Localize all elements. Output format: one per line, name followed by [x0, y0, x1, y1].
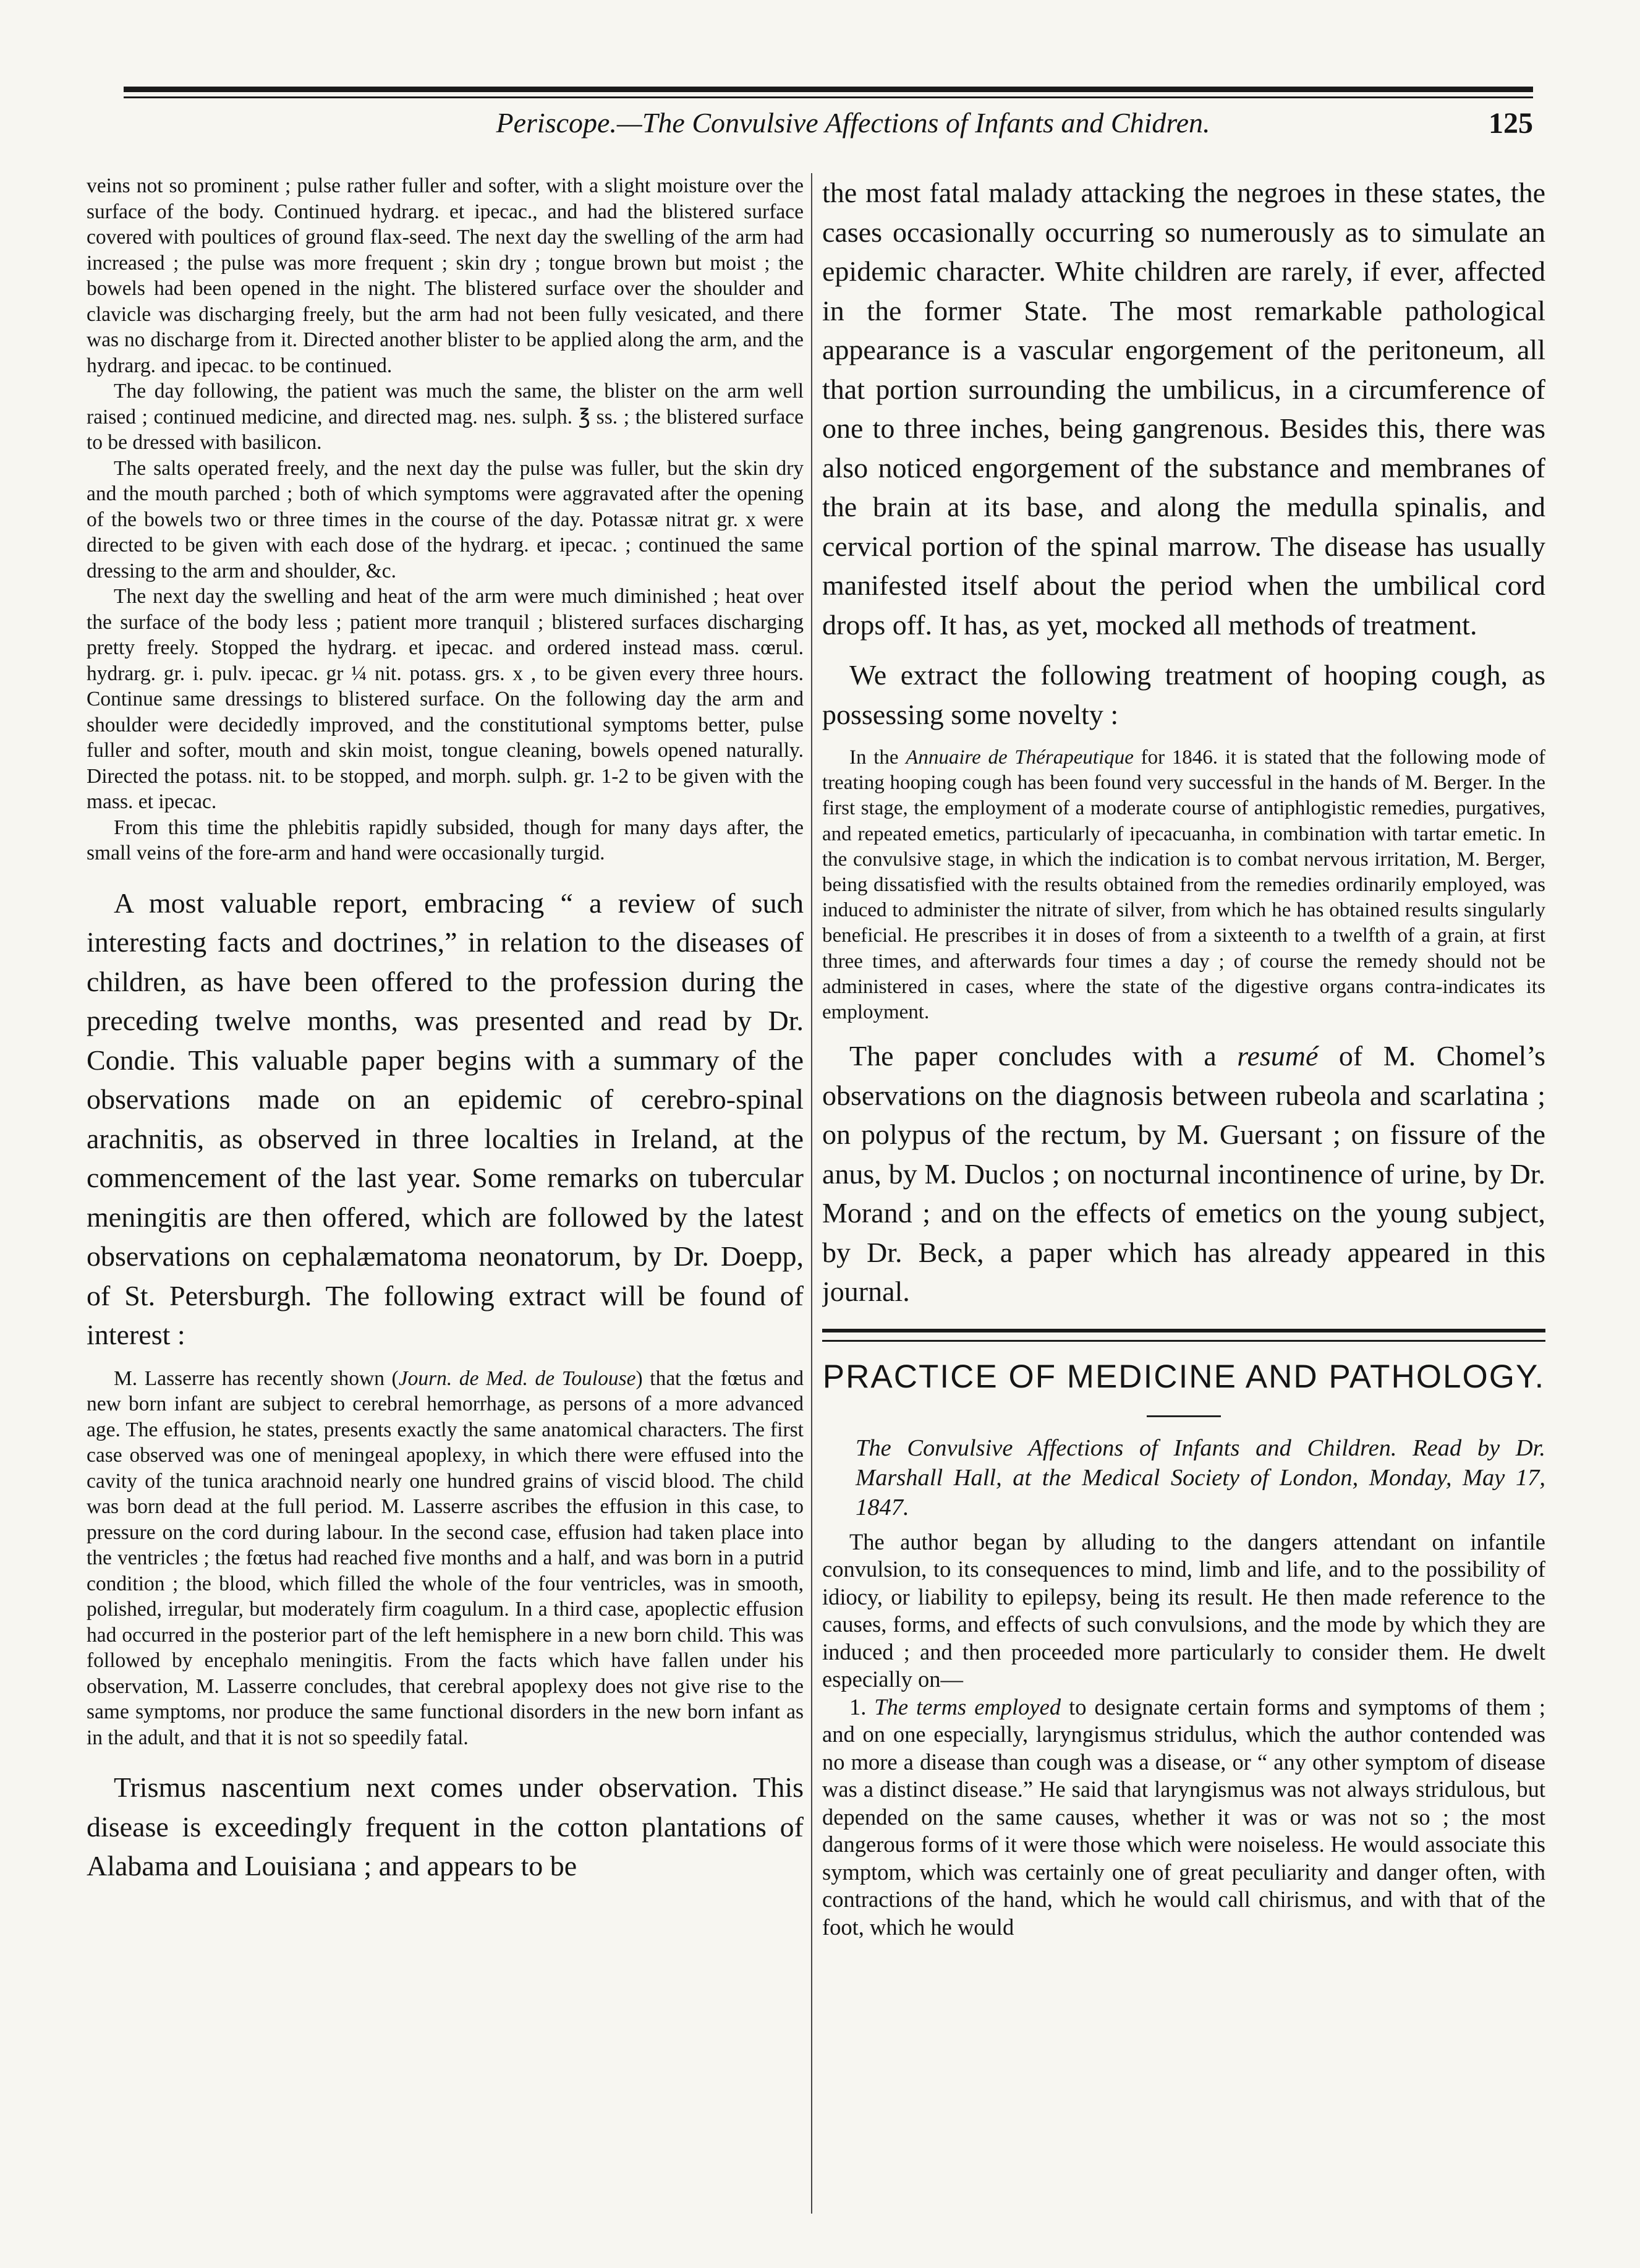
terms-number: 1. — [849, 1694, 875, 1720]
running-head — [124, 106, 1533, 150]
header-rule — [124, 87, 1533, 92]
lasserre-extract — [87, 1366, 804, 1751]
continuation-paragraph: the most fatal malady attacking the negroes in these states, the cases occasionally occurring so numerously as to simulate an epidemic character. White children are rarely, if ever, affected in the former State. The most remarkable pathological appearance is a vascular engorgement of the peritoneum, all that portion surrounding the umbilicus, in a circumference of one to three inches, being gangrenous. Besides this, there was also noticed engorgement of the substance and membranes of the brain at its base, and along the medulla spinalis, and cervical portion of the spinal marrow. The disease has usually manifested itself about the period when the umbilical cord drops off. It has, as yet, mocked all methods of treatment. — [822, 177, 1545, 641]
article-title: The Convulsive Affections of Infants and Children. Read by Dr. Marshall Hall, at the Medical Society of London, Monday, May 17, 1847. — [856, 1435, 1545, 1520]
chomel-text-rest: of M. Chomel’s observations on the diagnosis between rubeola and scarlatina ; on polypus of the rectum, by M. Guersant ; on fissure of the anus, by M. Duclos ; on nocturnal incontinence of urine, by Dr. Morand ; and on the effects of emetics on the young subject, by Dr. Beck, a paper which has already appeared in this journal. — [822, 1040, 1545, 1308]
left-column — [87, 173, 804, 2225]
lasserre-text-rest: ) that the fœtus and new born infant are subject to cerebral hemorrhage, as persons of a more advanced age. The effusion, he states, presents exactly the same anatomical characters. The first case observed was one of meningeal apoplexy, in which there were effused into the cavity of the tunica arachnoid nearly one hundred grains of viscid blood. The child was born dead at the full period. M. Lasserre ascribes the effusion in this case, to pressure on the cord during labour. In the second case, effusion had taken place into the ventricles ; the fœtus had reached five months and a half, and was born in a putrid condition ; the blood, which filled the whole of the four ventricles, was in smooth, polished, irregular, but moderately firm coagulum. In a third case, apoplectic effusion had occurred in the posterior part of the left hemisphere in a new born child. This was followed by encephalo meningitis. From the facts which have fallen under his observation, M. Lasserre concludes, that cerebral apoplexy does not give rise to the same symptoms, nor produce the same functional disorders in the new born infant as in the adult, and that it is not so speedily fatal. — [87, 1366, 804, 1749]
annuaire-extract — [822, 745, 1545, 1025]
chomel-paragraph — [822, 1036, 1545, 1311]
page-number: 125 — [1489, 107, 1533, 140]
column-divider — [811, 173, 812, 2214]
case-paragraph-2: The day following, the patient was much the same, the blister on the arm well raised ; continued medicine, and directed mag. nes. sulph. ℥ ss. ; the blistered surface to be dressed with basilicon. — [87, 380, 804, 454]
running-title: Periscope.—The Convulsive Affections of Infants and Chidren. — [496, 107, 1210, 139]
right-column — [822, 173, 1545, 2225]
annuaire-title: Annuaire de Thérapeutique — [906, 746, 1134, 769]
case-paragraph-3: The salts operated freely, and the next day the pulse was fuller, but the skin dry and the mouth parched ; both of which symptoms were aggravated after the opening of the bowels two or three times in the course of the day. Potassæ nitrat gr. x were directed to be given with each dose of the hydrarg. et ipecac. ; continued the same dressing to the arm and shoulder, &c. — [87, 456, 804, 582]
trismus-paragraph: Trismus nascentium next comes under observation. This disease is exceedingly frequent in the cotton plantations of Alabama and Louisiana ; and appears to be — [87, 1771, 804, 1882]
case-paragraph-5: From this time the phlebitis rapidly subsided, though for many days after, the small veins of the fore-arm and hand were occasionally turgid. — [87, 816, 804, 864]
case-paragraph-4: The next day the swelling and heat of the arm were much diminished ; heat over the surface of the body less ; patient more tranquil ; blistered surfaces discharging pretty freely. Stopped the hydrarg. et ipecac. and ordered instead mass. cœrul. hydrarg. gr. i. pulv. ipecac. gr ¼ nit. potass. grs. x , to be given every three hours. Continue same dressings to blistered surface. On the following day the arm and shoulder were decidedly improved, and the constitutional symptoms better, pulse fuller and softer, mouth and skin moist, tongue cleaning, bowels opened naturally. Directed the potass. nit. to be stopped, and morph. sulph. gr. 1-2 to be given with the mass. et ipecac. — [87, 585, 804, 813]
author-paragraph: The author began by alluding to the dangers attendant on infantile convulsion, to its consequences to mind, limb and life, and to the possibility of idiocy, or liability to epilepsy, being its result. He then made reference to the causes, forms, and effects of such convulsions, and the mode by which they are induced ; and then proceeded more particularly to consider them. He dwelt especially on— — [822, 1528, 1545, 1692]
annuaire-text-start: In the — [849, 746, 906, 769]
chomel-resume: resumé — [1237, 1040, 1319, 1072]
header-rule-thin — [124, 96, 1533, 98]
lasserre-journal: Journ. de Med. de Toulouse — [398, 1366, 636, 1390]
chomel-text-start: The paper concludes with a — [849, 1040, 1238, 1072]
case-paragraph-1: veins not so prominent ; pulse rather fuller and softer, with a slight moisture over the surface of the body. Continued hydrarg. et ipecac., and had the blistered surface covered with poultices of ground flax-seed. The next day the swelling of the arm had increased ; the pulse was more frequent ; skin dry ; tongue brown but moist ; the bowels had been opened in the night. The blistered surface over the shoulder and clavicle was discharging freely, but the arm had not been fully vesicated, and there was no discharge from it. Directed another blister to be applied along the arm, and the hydrarg. and ipecac. to be continued. — [87, 174, 804, 377]
section-heading: PRACTICE OF MEDICINE AND PATHOLOGY. — [822, 1358, 1545, 1395]
lasserre-text-start: M. Lasserre has recently shown ( — [114, 1366, 399, 1390]
terms-paragraph — [822, 1694, 1545, 1942]
report-paragraph: A most valuable report, embracing “ a review of such interesting facts and doctrines,” in relation to the diseases of children, as have been offered to the profession during the preceding twelve months, was presented and read by Dr. Condie. This valuable paper begins with a summary of the observations made on an epidemic of cerebro-spinal arachnitis, as observed in three localties in Ireland, at the commencement of the last year. Some remarks on tubercular meningitis are then offered, which are followed by the latest observations on cephalæmatoma neonatorum, by Dr. Doepp, of St. Petersburgh. The following extract will be found of interest : — [87, 887, 804, 1350]
annuaire-text-rest: for 1846. it is stated that the following mode of treating hooping cough has been found very successful in the hands of M. Berger. In the first stage, the employment of a moderate course of antiphlogistic remedies, purgatives, and repeated emetics, particularly of ipecacuanha, in combination with tartar emetic. In the convulsive stage, in which the indication is to combat nervous irritation, M. Berger, being dissatisfied with the results obtained from the remedies ordinarily employed, was induced to administer the nitrate of silver, from which he has obtained results singularly beneficial. He prescribes it in doses of from a sixteenth to a twelfth of a grain, at first three times, and afterwards four times a day ; of course the remedy should not be administered in cases, where the state of the digestive organs contra-indicates its employment. — [822, 746, 1545, 1024]
section-short-rule — [1147, 1415, 1221, 1417]
terms-italic: The terms employed — [874, 1694, 1061, 1720]
hooping-intro: We extract the following treatment of hooping cough, as possessing some novelty : — [822, 659, 1545, 730]
terms-text-rest: to designate certain forms and symptoms of them ; and on one especially, laryngismus stridulus, which the author contended was no more a disease than cough was a disease, or “ any other symptom of disease was a distinct disease.” He said that laryngismus was not always stridulous, but depended on the same causes, whether it was or was not so ; the most dangerous forms of it were those which were noiseless. He would associate this symptom, which was certainly one of great peculiarity and danger often, with contractions of the hand, which he would call chirismus, and with that of the foot, which he would — [822, 1694, 1545, 1940]
section-rule — [822, 1329, 1545, 1342]
